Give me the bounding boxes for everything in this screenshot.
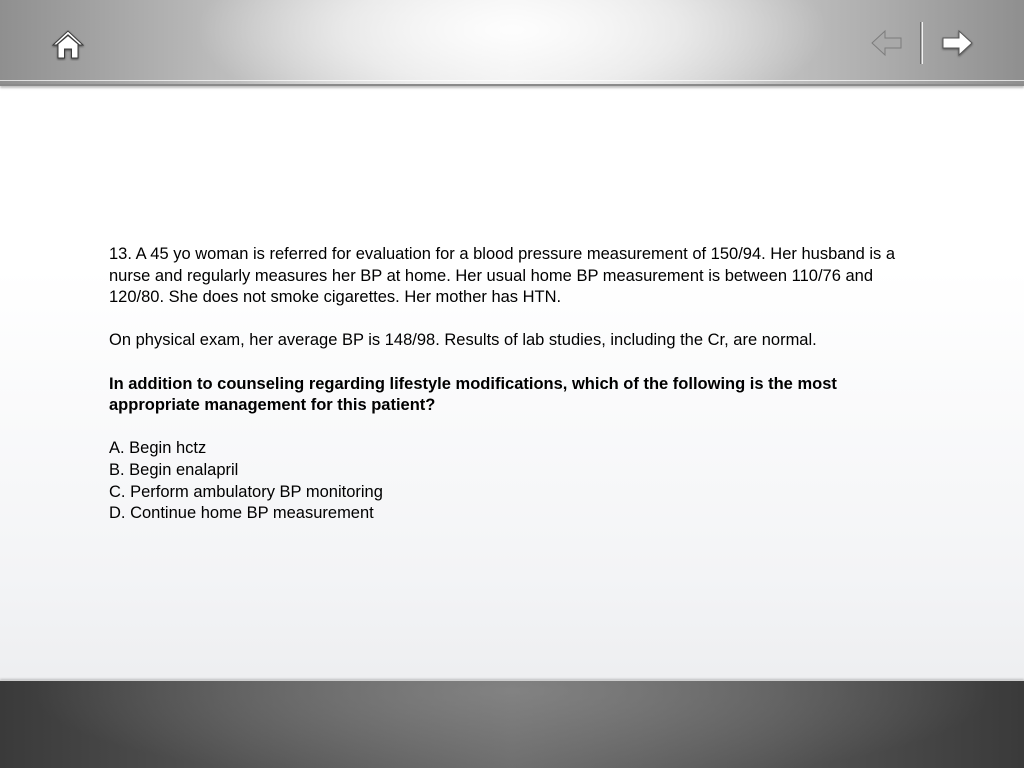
nav-divider: [920, 22, 923, 64]
answer-options: [109, 438, 919, 524]
question-prompt: In addition to counseling regarding lifestyle modifications, which of the following is the most appropriate management for this patient?: [109, 374, 837, 415]
previous-slide-button[interactable]: [870, 27, 904, 59]
top-toolbar: [0, 0, 1024, 86]
next-slide-button[interactable]: [940, 27, 974, 59]
arrow-right-icon: [940, 27, 974, 59]
home-button[interactable]: [50, 27, 86, 61]
answer-option-d: D. Continue home BP measurement: [109, 504, 374, 523]
question-content: [109, 244, 919, 525]
home-icon: [50, 27, 86, 61]
question-stem: 13. A 45 yo woman is referred for evaluation for a blood pressure measurement of 150/94. Her husband is a nurse and regularly measures her BP at home. Her usual home BP measurement is between 110/76 and 120/80. She does not smoke cigarettes. Her mother has HTN.: [109, 245, 896, 307]
bottom-bar: [0, 680, 1024, 768]
answer-option-c: C. Perform ambulatory BP monitoring: [109, 482, 383, 501]
answer-option-a: A. Begin hctz: [109, 439, 207, 458]
exam-findings: On physical exam, her average BP is 148/98. Results of lab studies, including the Cr, are normal.: [109, 331, 817, 350]
arrow-left-icon: [870, 27, 904, 59]
answer-option-b: B. Begin enalapril: [109, 460, 239, 479]
navigation-controls: [870, 22, 974, 64]
